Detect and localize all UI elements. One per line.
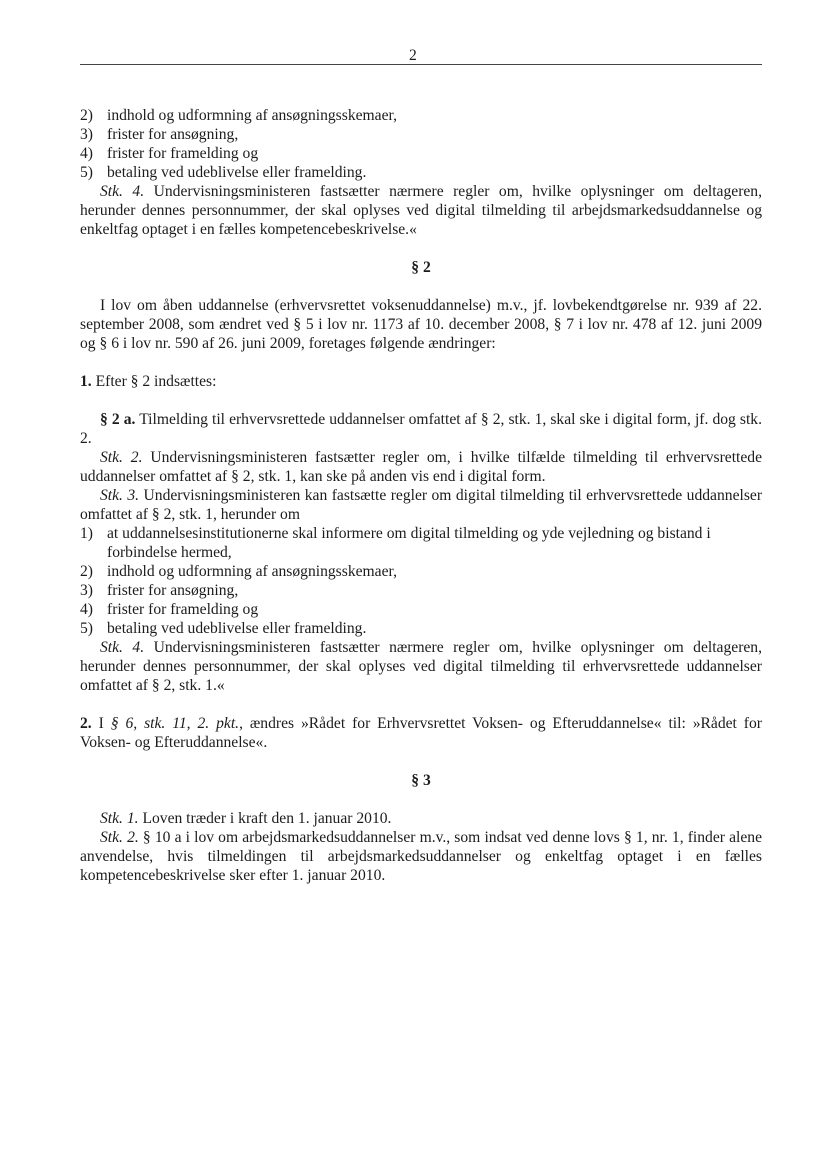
section1-stk4: Stk. 4. Undervisningsministeren fastsætter nærmere regler om, hvilke oplysninger om deltageren, herunder dennes personnummer, der skal oplyses ved digital tilmelding til arbejdsmarkedsuddannelse og enkeltfag optaget i en fælles kompetencebeskrivelse.«	[80, 183, 763, 238]
section3-stk2: Stk. 2. § 10 a i lov om arbejdsmarkedsuddannelser m.v., som indsat ved denne lovs § 1, nr. 1, finder alene anvendelse, hvis tilmeldingen til arbejdsmarkedsuddannelser og enkeltfag optaget i en fælles kompetencebeskrivelse sker efter 1. januar 2010.	[80, 829, 762, 884]
change-1: 1. Efter § 2 indsættes:	[80, 373, 217, 390]
change-2: 2. I § 6, stk. 11, 2. pkt., ændres »Rådet for Erhvervsrettet Voksen- og Efteruddannelse« til: »Rådet for Voksen- og Efteruddannelse«.	[80, 715, 762, 751]
document-body	[80, 106, 762, 885]
list-item: 4) frister for framelding og	[80, 601, 259, 618]
list-item: 5) betaling ved udeblivelse eller framelding.	[80, 620, 367, 637]
list-item: 3) frister for ansøgning,	[80, 126, 239, 143]
list-item: 3) frister for ansøgning,	[80, 582, 239, 599]
list-item: 4) frister for framelding og	[80, 145, 259, 162]
section2-heading: § 2	[411, 259, 431, 276]
list-item: 5) betaling ved udeblivelse eller framelding.	[80, 164, 367, 181]
section2-list	[80, 524, 762, 638]
paragraph-2a: § 2 a. Tilmelding til erhvervsrettede uddannelser omfattet af § 2, stk. 1, skal ske i digital form, jf. dog stk. 2.	[80, 411, 762, 447]
page-number: 2	[409, 47, 417, 64]
paragraph-2a-stk3: Stk. 3. Undervisningsministeren kan fastsætte regler om digital tilmelding til erhvervsrettede uddannelser omfattet af § 2, stk. 1, herunder om	[80, 487, 763, 523]
section1-list	[80, 106, 762, 182]
paragraph-2a-stk4: Stk. 4. Undervisningsministeren fastsætter nærmere regler om, hvilke oplysninger om deltageren, herunder dennes personnummer, der skal oplyses ved digital tilmelding til erhvervsrettede uddannelser omfattet af § 2, stk. 1.«	[80, 639, 763, 694]
header-rule	[80, 64, 762, 65]
section2-intro: I lov om åben uddannelse (erhvervsrettet voksenuddannelse) m.v., jf. lovbekendtgørelse nr. 939 af 22. september 2008, som ændret ved § 5 i lov nr. 1173 af 10. december 2008, § 7 i lov nr. 478 af 12. juni 2009 og § 6 i lov nr. 590 af 26. juni 2009, foretages følgende ændringer:	[80, 297, 762, 352]
list-item: 1) at uddannelsesinstitutionerne skal informere om digital tilmelding og yde vejledning og bistand i forbindelse hermed,	[80, 525, 711, 561]
paragraph-2a-stk2: Stk. 2. Undervisningsministeren fastsætter regler om, i hvilke tilfælde tilmelding til erhvervsrettede uddannelser omfattet af § 2, stk. 1, kan ske på anden vis end i digital form.	[80, 449, 763, 485]
section3-heading: § 3	[411, 772, 431, 789]
list-item: 2) indhold og udformning af ansøgningsskemaer,	[80, 563, 397, 580]
section3-stk1: Stk. 1. Loven træder i kraft den 1. januar 2010.	[100, 810, 392, 827]
list-item: 2) indhold og udformning af ansøgningsskemaer,	[80, 107, 397, 124]
